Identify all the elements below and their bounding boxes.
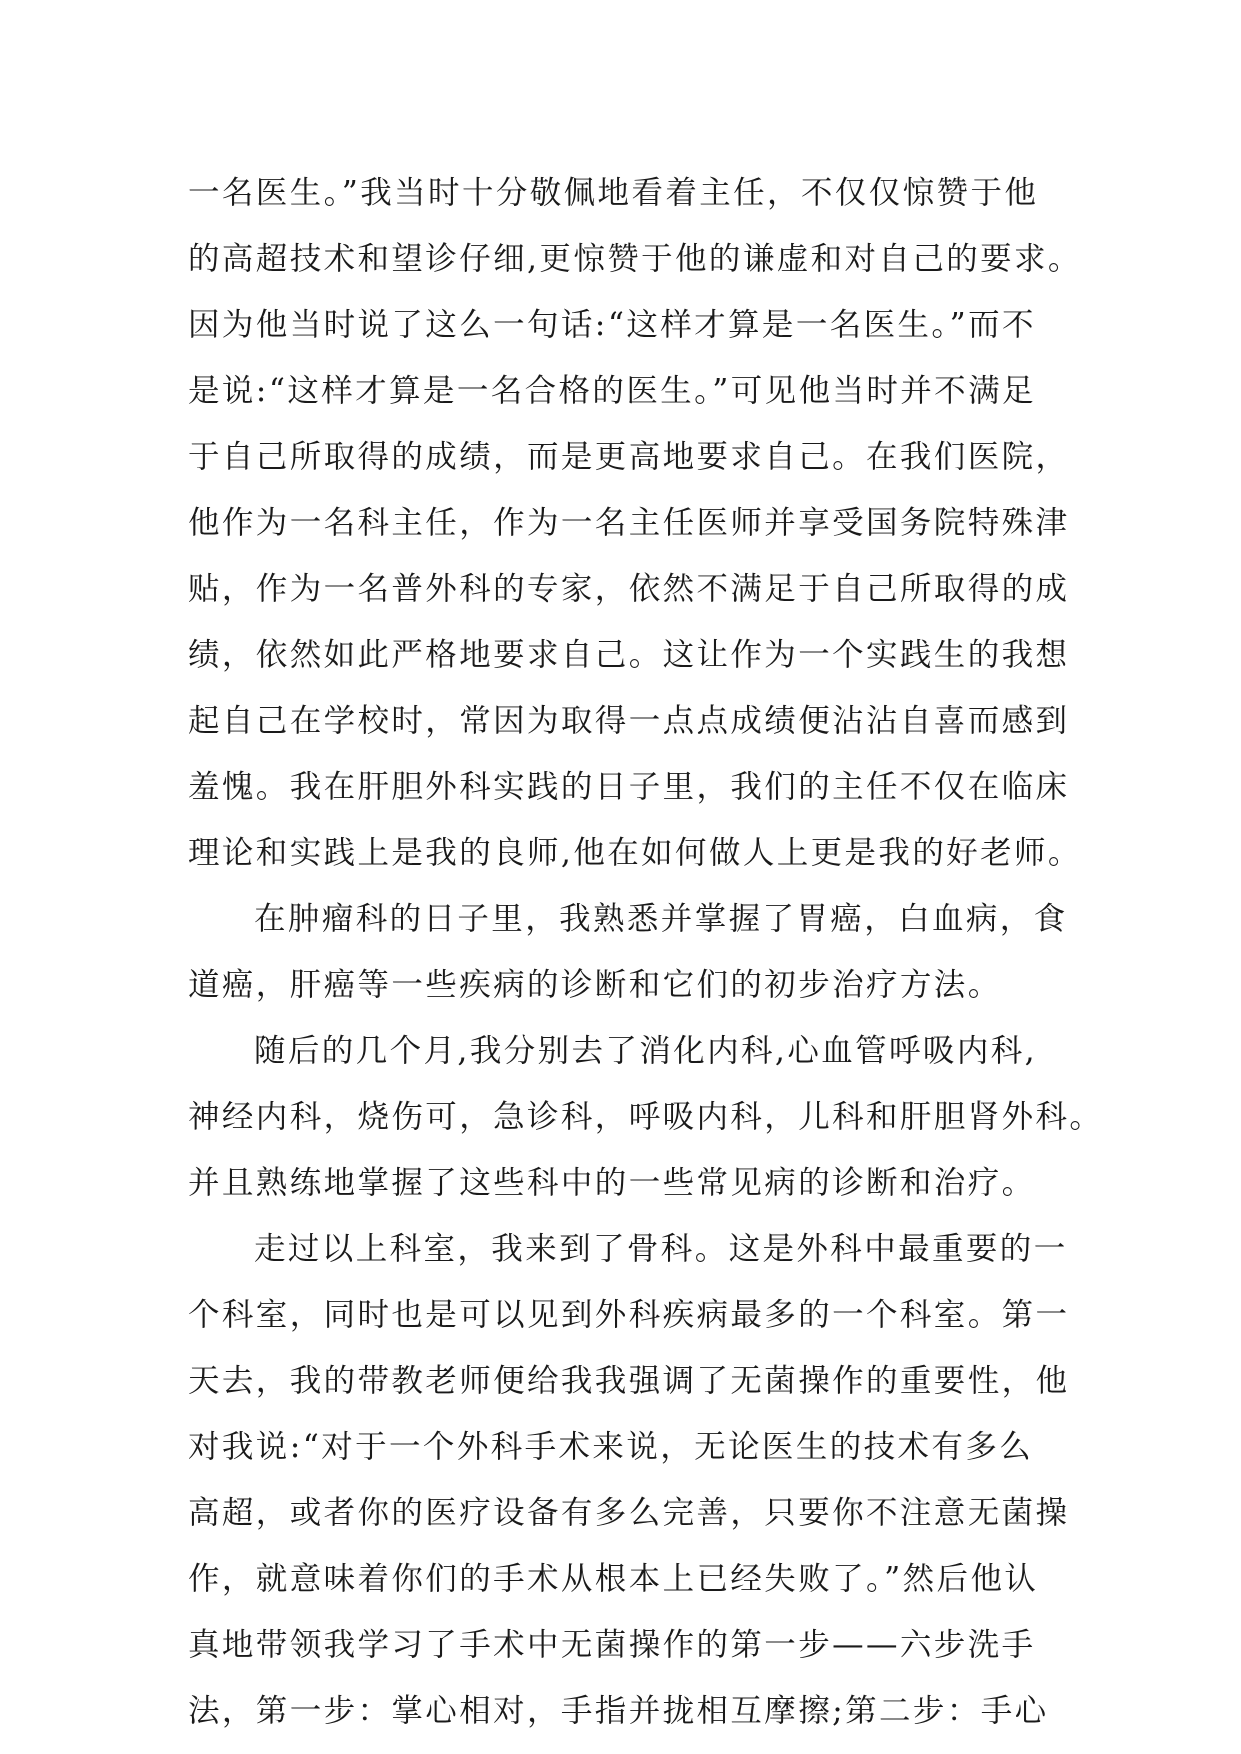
text-line: 绩，依然如此严格地要求自己。这让作为一个实践生的我想 <box>188 637 1070 673</box>
text-line: 天去，我的带教老师便给我我强调了无菌操作的重要性，他 <box>188 1363 1070 1399</box>
text-line: 神经内科，烧伤可，急诊科，呼吸内科，儿科和肝胆肾外科。 <box>188 1099 1104 1135</box>
text-line: 真地带领我学习了手术中无菌操作的第一步——六步洗手 <box>188 1627 1036 1663</box>
text-line: 走过以上科室，我来到了骨科。这是外科中最重要的一 <box>254 1231 1068 1267</box>
text-line: 并且熟练地掌握了这些科中的一些常见病的诊断和治疗。 <box>188 1165 1036 1201</box>
text-line: 对我说:“对于一个外科手术来说，无论医生的技术有多么 <box>188 1429 1034 1465</box>
text-line: 他作为一名科主任，作为一名主任医师并享受国务院特殊津 <box>188 505 1070 541</box>
text-line: 作，就意味着你们的手术从根本上已经失败了。”然后他认 <box>188 1561 1039 1597</box>
text-line: 贴，作为一名普外科的专家，依然不满足于自己所取得的成 <box>188 571 1070 607</box>
document-body <box>188 160 1104 1744</box>
text-line: 是说:“这样才算是一名合格的医生。”可见他当时并不满足 <box>188 373 1036 409</box>
text-line: 羞愧。我在肝胆外科实践的日子里，我们的主任不仅在临床 <box>188 769 1070 805</box>
text-line: 在肿瘤科的日子里，我熟悉并掌握了胃癌，白血病，食 <box>254 901 1068 937</box>
text-line: 高超，或者你的医疗设备有多么完善，只要你不注意无菌操 <box>188 1495 1070 1531</box>
text-line: 起自己在学校时，常因为取得一点点成绩便沾沾自喜而感到 <box>188 703 1070 739</box>
text-line: 因为他当时说了这么一句话:“这样才算是一名医生。”而不 <box>188 307 1036 343</box>
text-line: 于自己所取得的成绩，而是更高地要求自己。在我们医院， <box>188 439 1070 475</box>
text-line: 道癌，肝癌等一些疾病的诊断和它们的初步治疗方法。 <box>188 967 1002 1003</box>
text-line: 法，第一步：掌心相对，手指并拢相互摩擦;第二步：手心 <box>188 1693 1049 1729</box>
text-line: 一名医生。”我当时十分敬佩地看着主任，不仅仅惊赞于他 <box>188 175 1039 211</box>
text-line: 的高超技术和望诊仔细,更惊赞于他的谦虚和对自己的要求。 <box>188 241 1082 277</box>
text-line: 随后的几个月,我分别去了消化内科,心血管呼吸内科, <box>254 1033 1038 1069</box>
text-line: 个科室，同时也是可以见到外科疾病最多的一个科室。第一 <box>188 1297 1070 1333</box>
text-line: 理论和实践上是我的良师,他在如何做人上更是我的好老师。 <box>188 835 1082 871</box>
